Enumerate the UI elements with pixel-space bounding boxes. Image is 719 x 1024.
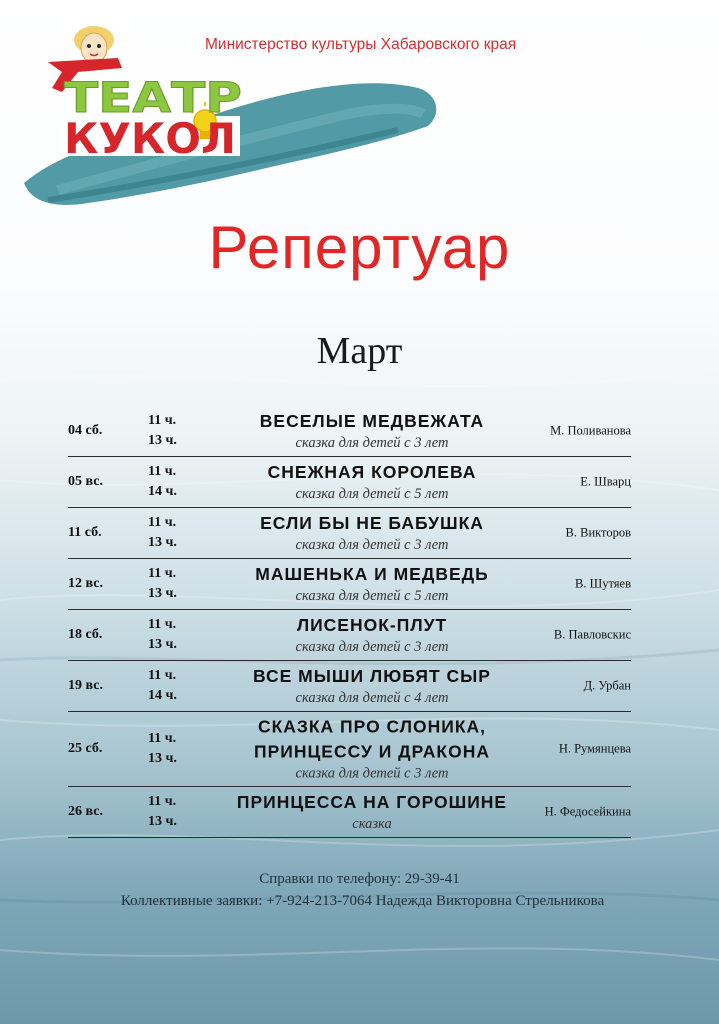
phone-info: Справки по телефону: 29-39-41 (259, 871, 460, 887)
show-author: Н. Румянцева (558, 741, 631, 756)
show-date: 04 сб. (68, 423, 103, 438)
show-row (68, 787, 631, 838)
show-author: Д. Урбан (583, 678, 631, 693)
show-subtitle: сказка для детей с 5 лет (295, 588, 449, 604)
show-date: 05 вс. (68, 474, 103, 489)
show-times: 11 ч. 13 ч. (148, 617, 177, 652)
show-row (68, 610, 631, 661)
show-subtitle: сказка (352, 816, 392, 832)
show-title: СКАЗКА ПРО СЛОНИКА, (257, 716, 487, 737)
show-row (68, 712, 631, 787)
show-date: 25 сб. (68, 741, 103, 756)
show-subtitle: сказка для детей с 4 лет (295, 690, 449, 706)
show-author: Н. Федосейкина (544, 804, 631, 819)
show-times: 11 ч. 13 ч. (148, 731, 177, 766)
logo-line1: ТЕАТР (64, 73, 242, 122)
show-times: 11 ч. 14 ч. (148, 464, 177, 499)
show-row (68, 661, 631, 712)
show-author: М. Поливанова (550, 423, 631, 438)
show-title: ЕСЛИ БЫ НЕ БАБУШКА (260, 513, 484, 533)
show-title: ВСЕ МЫШИ ЛЮБЯТ СЫР (253, 666, 491, 686)
show-author: В. Павловскис (553, 627, 631, 642)
show-info (216, 562, 528, 606)
show-times: 11 ч. 13 ч. (148, 566, 177, 601)
show-info (216, 715, 528, 784)
show-title: МАШЕНЬКА И МЕДВЕДЬ (255, 564, 489, 584)
repertoire-table (68, 406, 631, 838)
show-date: 12 вс. (68, 576, 103, 591)
show-date: 19 вс. (68, 678, 103, 693)
show-info (216, 613, 528, 657)
show-info (216, 664, 528, 708)
show-author: В. Шутяев (575, 576, 631, 591)
show-subtitle: сказка для детей с 5 лет (295, 486, 449, 502)
puppet-head-icon (74, 26, 114, 63)
show-row (68, 508, 631, 559)
page-title: Репертуар (208, 214, 511, 281)
show-info (216, 511, 528, 555)
show-info (216, 409, 528, 453)
show-row (68, 559, 631, 610)
show-date: 11 сб. (68, 525, 102, 540)
ministry-label: Министерство культуры Хабаровского края (205, 36, 517, 53)
show-author: В. Викторов (565, 525, 631, 540)
show-title: ПРИНЦЕССУ И ДРАКОНА (254, 741, 490, 762)
show-title: СНЕЖНАЯ КОРОЛЕВА (267, 462, 477, 482)
show-times: 11 ч. 13 ч. (148, 794, 177, 829)
show-subtitle: сказка для детей с 3 лет (295, 639, 449, 655)
show-date: 18 сб. (68, 627, 103, 642)
show-title: ВЕСЕЛЫЕ МЕДВЕЖАТА (259, 411, 485, 431)
show-subtitle: сказка для детей с 3 лет (295, 537, 449, 553)
show-title: ЛИСЕНОК-ПЛУТ (296, 615, 448, 635)
contacts-footer (0, 868, 719, 912)
show-row (68, 406, 631, 457)
show-times: 11 ч. 14 ч. (148, 668, 177, 703)
show-title: ПРИНЦЕССА НА ГОРОШИНЕ (236, 792, 508, 812)
logo-line2: КУКОЛ (64, 114, 236, 163)
show-info (216, 790, 528, 834)
show-info (216, 460, 528, 504)
show-subtitle: сказка для детей с 3 лет (295, 765, 449, 782)
show-times: 11 ч. 13 ч. (148, 413, 177, 448)
show-row (68, 457, 631, 508)
show-times: 11 ч. 13 ч. (148, 515, 177, 550)
month-heading: Март (316, 330, 403, 372)
show-author: Е. Шварц (580, 474, 631, 489)
show-date: 26 вс. (68, 804, 103, 819)
group-orders-info: Коллективные заявки: +7-924-213-7064 Надежда Викторовна Стрельникова (120, 893, 605, 909)
show-subtitle: сказка для детей с 3 лет (295, 435, 449, 451)
